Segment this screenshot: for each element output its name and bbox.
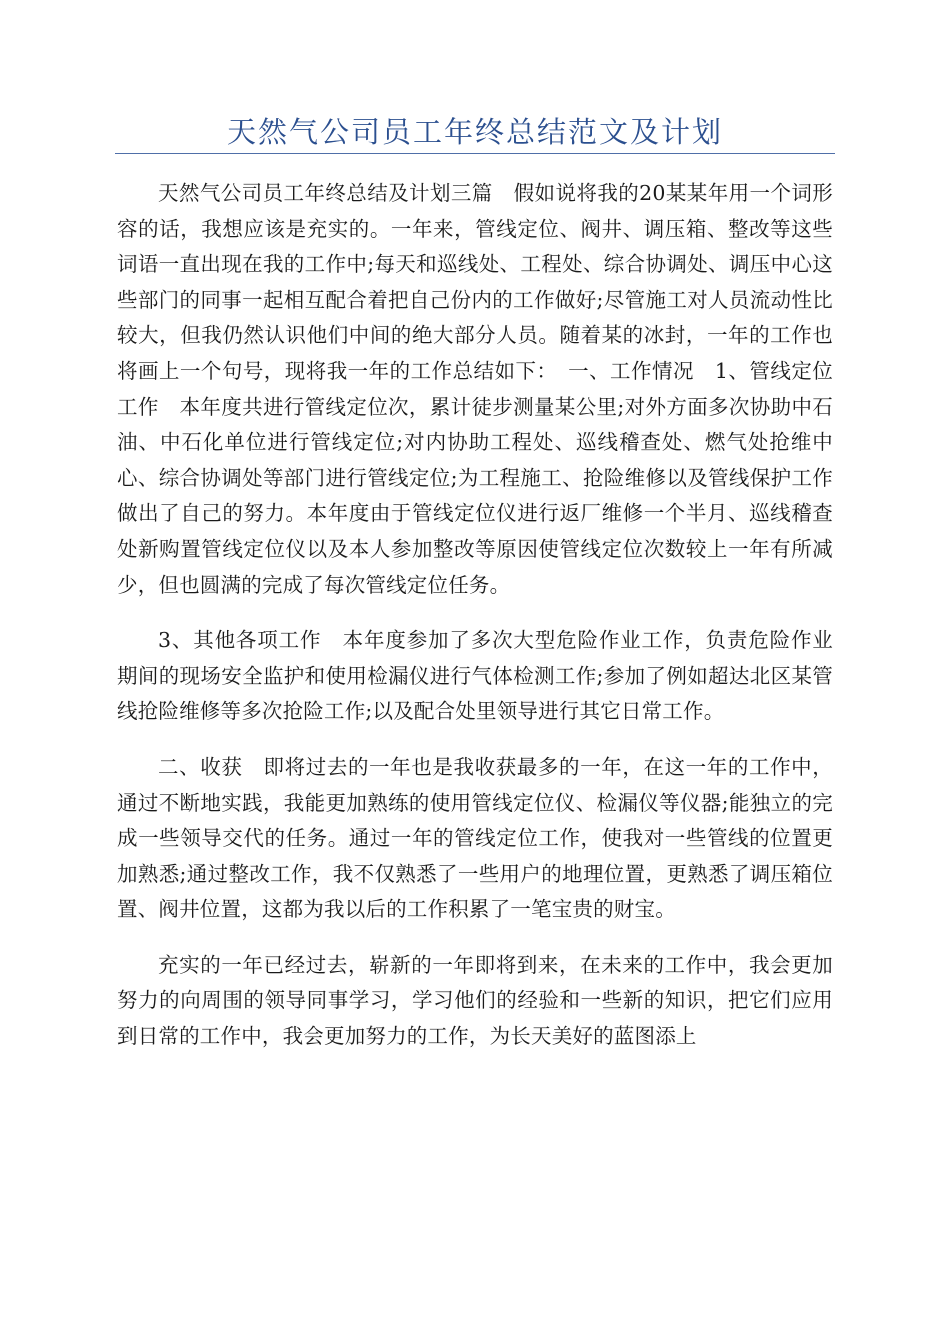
title-underline [115,153,835,154]
paragraph-1: 天然气公司员工年终总结及计划三篇 假如说将我的20某某年用一个词形容的话，我想应该是充实的。一年来，管线定位、阀井、调压箱、整改等这些词语一直出现在我的工作中;每天和巡线处、工程处、综合协调处、调压中心这些部门的同事一起相互配合着把自己份内的工作做好;尽管施工对人员流动性比较大，但我仍然认识他们中间的绝大部分人员。随着某的冰封，一年的工作也将画上一个句号，现将我一年的工作总结如下： 一、工作情况 1、管线定位工作 本年度共进行管线定位次，累计徒步测量某公里;对外方面多次协助中石油、中石化单位进行管线定位;对内协助工程处、巡线稽查处、燃气处抢维中心、综合协调处等部门进行管线定位;为工程施工、抢险维修以及管线保护工作做出了自己的努力。本年度由于管线定位仪进行返厂维修一个半月、巡线稽查处新购置管线定位仪以及本人参加整改等原因使管线定位次数较上一年有所减少，但也圆满的完成了每次管线定位任务。 [117,181,833,597]
document-title: 天然气公司员工年终总结范文及计划 [226,115,723,149]
paragraph-2: 3、其他各项工作 本年度参加了多次大型危险作业工作，负责危险作业期间的现场安全监护和使用检漏仪进行气体检测工作;参加了例如超达北区某管线抢险维修等多次抢险工作;以及配合处里领导进行其它日常工作。 [117,628,833,724]
paragraph-4: 充实的一年已经过去，崭新的一年即将到来，在未来的工作中，我会更加努力的向周围的领导同事学习，学习他们的经验和一些新的知识，把它们应用到日常的工作中，我会更加努力的工作，为长天美好的蓝图添上 [117,952,833,1049]
document-body [117,176,833,1075]
paragraph-3: 二、收获 即将过去的一年也是我收获最多的一年，在这一年的工作中，通过不断地实践，我能更加熟练的使用管线定位仪、检漏仪等仪器;能独立的完成一些领导交代的任务。通过一年的管线定位工作，使我对一些管线的位置更加熟悉;通过整改工作，我不仅熟悉了一些用户的地理位置，更熟悉了调压箱位置、阀井位置，这都为我以后的工作积累了一笔宝贵的财宝。 [117,754,833,922]
